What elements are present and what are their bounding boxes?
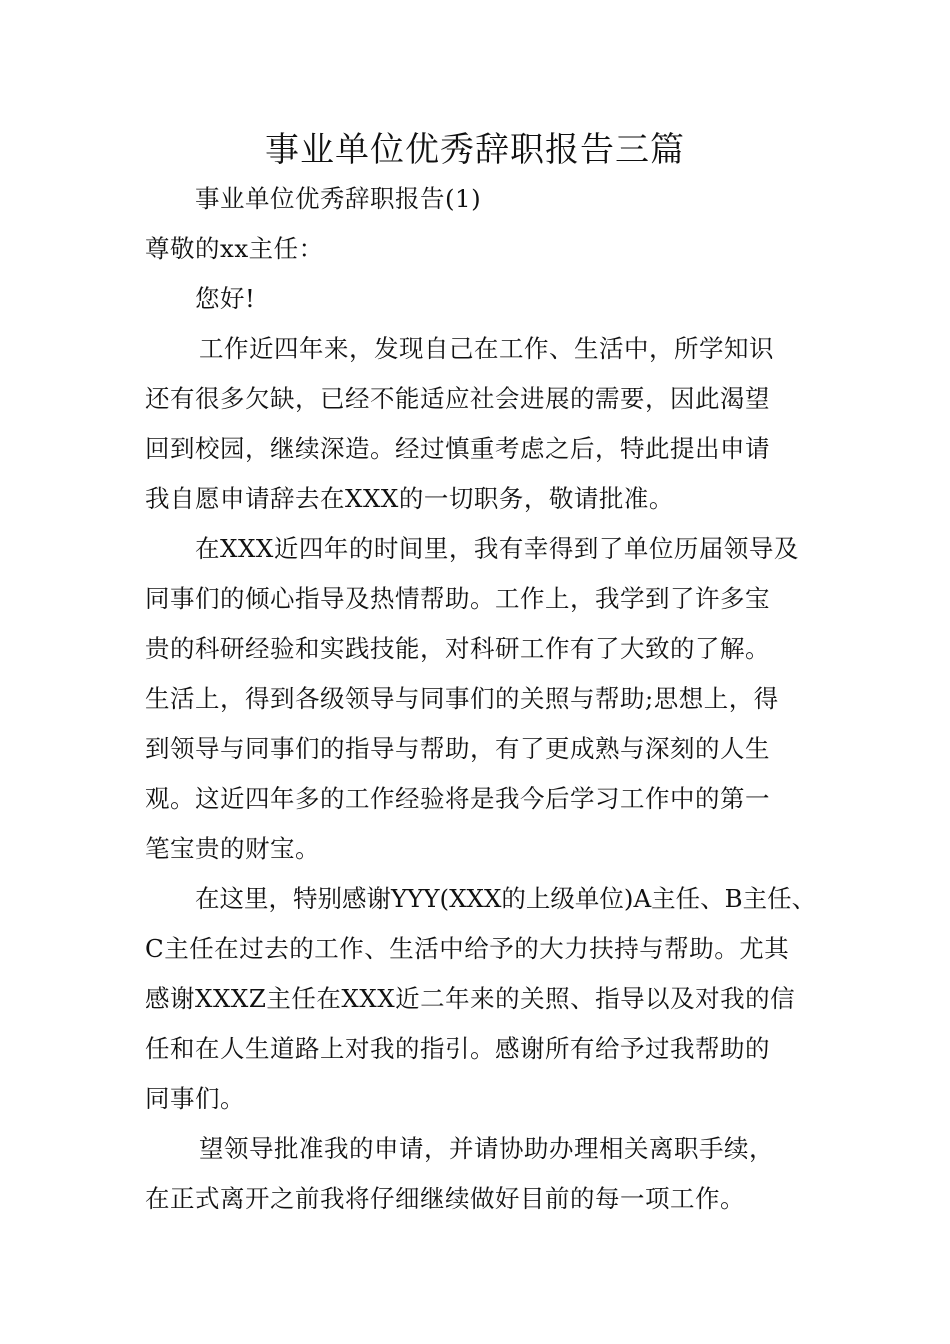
paragraph-line: 在这里，特别感谢YYY(XXX的上级单位)A主任、B主任、 xyxy=(195,884,817,913)
paragraph-line: 同事们。 xyxy=(145,1084,245,1113)
paragraph-line: 贵的科研经验和实践技能，对科研工作有了大致的了解。 xyxy=(145,634,770,663)
paragraph-line: 回到校园，继续深造。经过慎重考虑之后，特此提出申请 xyxy=(145,434,770,463)
greeting: 您好! xyxy=(195,284,256,313)
paragraph-line: C主任在过去的工作、生活中给予的大力扶持与帮助。尤其 xyxy=(145,934,790,963)
paragraph-line: 望领导批准我的申请，并请协助办理相关离职手续， xyxy=(199,1134,774,1163)
paragraph-line: 到领导与同事们的指导与帮助，有了更成熟与深刻的人生 xyxy=(145,734,770,763)
section-heading: 事业单位优秀辞职报告(1) xyxy=(195,184,482,213)
paragraph-line: 在正式离开之前我将仔细继续做好目前的每一项工作。 xyxy=(145,1184,745,1213)
paragraph-line: 在XXX近四年的时间里，我有幸得到了单位历届领导及 xyxy=(195,534,799,563)
paragraph-line: 观。这近四年多的工作经验将是我今后学习工作中的第一 xyxy=(145,784,770,813)
paragraph-line: 任和在人生道路上对我的指引。感谢所有给予过我帮助的 xyxy=(145,1034,770,1063)
paragraph-line: 感谢XXXZ主任在XXX近二年来的关照、指导以及对我的信 xyxy=(145,984,796,1013)
paragraph-line: 工作近四年来，发现自己在工作、生活中，所学知识 xyxy=(199,334,774,363)
paragraph-line: 我自愿申请辞去在XXX的一切职务，敬请批准。 xyxy=(145,484,674,513)
paragraph-line: 还有很多欠缺，已经不能适应社会进展的需要，因此渴望 xyxy=(145,384,770,413)
paragraph-line: 生活上，得到各级领导与同事们的关照与帮助;思想上，得 xyxy=(145,684,779,713)
paragraph-line: 笔宝贵的财宝。 xyxy=(145,834,320,863)
paragraph-line: 同事们的倾心指导及热情帮助。工作上，我学到了许多宝 xyxy=(145,584,770,613)
document-title: 事业单位优秀辞职报告三篇 xyxy=(265,130,685,170)
salutation: 尊敬的xx主任： xyxy=(145,234,324,263)
